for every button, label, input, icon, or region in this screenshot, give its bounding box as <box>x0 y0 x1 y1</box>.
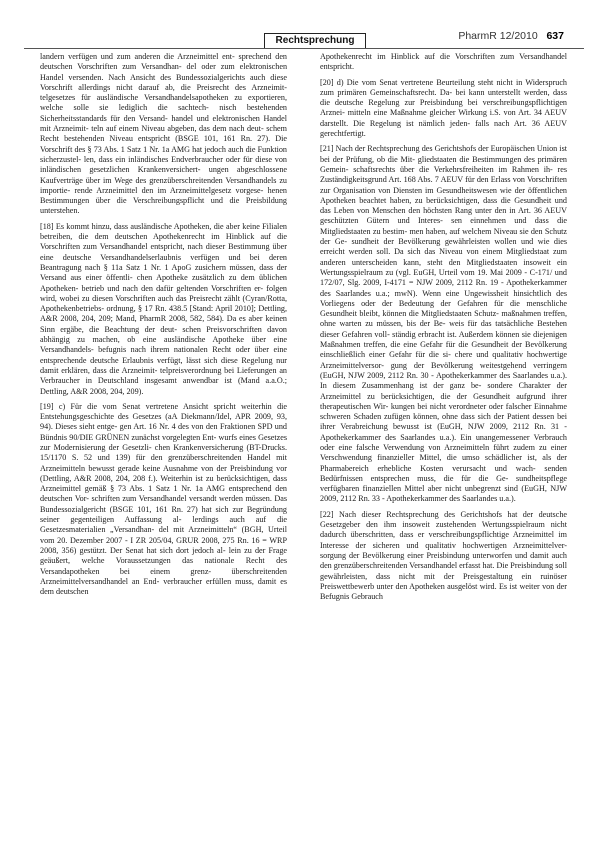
paragraph: landern verfügen und zum anderen die Arzneimittel ent- sprechend den deutschen Vorschriften zum Versandhan- del oder zum elektronischen Handel versenden. Nach Ansicht des Bundessozialgerichts auch diese Vorschrift allerdings nicht darauf ab, die Preisrecht des Arzneimit- telgesetzes für ausländische Versandhandelsapotheken zu exportieren, welche solle sie lediglich die sachtech- nisch bestehenden Sicherheitsstandards für den Versand- handel und elektronischen Handel mit Arzneimit- teln auf einem Niveau abgeben, das dem nach deut- schem Recht bestehenden Niveau entspricht (BSGE 101, 161 Rn. 27). Die Vorschrift des § 73 Abs. 1 Satz 1 Nr. 1a AMG hat jedoch auch die Funktion sicherzustel- len, dass ein inländisches Endverbraucher oder für diese von inländischen gesetzlichen Krankenversichert- ungen abgeschlossene Kaufverträge über im Wege des grenzüberschreitenden Versandhandels zu importie- rende Arzneimittel den im Arzneimittelgesetz vorgese- henen Bestimmungen über die Verschreibungspflicht und die Preisbildung unterstehen. <box>40 52 287 216</box>
right-column <box>320 52 567 832</box>
header-rule <box>24 48 584 49</box>
paragraph: [20] d) Die vom Senat vertretene Beurteilung steht nicht in Widerspruch zum primären Gemeinschaftsrecht. Da- bei kann unterstellt werden, dass die deutsche Regelung zur Preisbindung bei verschreibungspflichtigen Arznei- mitteln eine Maßnahme gleicher Wirkung i.S. von Art. 34 AEUV darstellt. Die Regelung ist nämlich jeden- falls nach Art. 36 AEUV gerechtfertigt. <box>320 77 567 139</box>
section-rubric: Rechtsprechung <box>264 33 366 49</box>
paragraph: [19] c) Für die vom Senat vertretene Ansicht spricht weiterhin die Entstehungsgeschichte des Gesetzes (aA Diekmann/Idel, APR 2009, 93, 94). Dieses sieht entge- gen Art. 16 Nr. 4 des von den Fraktionen SPD und Bündnis 90/DIE GRÜNEN zunächst vorgelegten Ent- wurfs eines Gesetzes zur Modernisierung der Gesetzli- chen Krankenversicherung (BT-Drucks. 15/1170 S. 52 und 139) für den grenzüberschreitenden Handel mit Arzneimitteln bewusst gerade keine Ausnahme von der Preisbindung vor (Dettling, A&R 2008, 204, 208 f.). Weiterhin ist zu berücksichtigen, dass Arzneimittel gemäß § 73 Abs. 1 Satz 1 Nr. 1a AMG entsprechend den deutschen Vor- schriften zum Versandhandel versandt werden müssen. Das Bundessozialgericht (BSGE 101, 161 Rn. 27) hat sich zur Begründung seiner gegenteiligen Auffassung al- lerdings auch auf die Gesetzesmaterialien „Versandhan- del mit Arzneimitteln“ (BGH, Urteil vom 20. Dezember 2007 - I ZR 205/04, GRUR 2008, 275 Rn. 16 = WRP 2008, 356) gestützt. Der Senat hat sich dort jedoch al- lein zu der Frage geäußert, welche Voraussetzungen das nationale Recht des Versandapotheken bei einem grenz- überschreitenden Arzneimittelversandhandel an End- verbraucher erfüllen muss, damit es dem deutschen <box>40 401 287 597</box>
journal-reference <box>458 30 564 42</box>
body-columns <box>40 52 567 832</box>
paragraph: [22] Nach dieser Rechtsprechung des Gerichtshofs hat der deutsche Gesetzgeber den ihm insoweit zustehenden Wertungsspielraum nicht dadurch überschritten, dass er verschreibungspflichtige Arzneimittel im Interesse der sicheren und qualitativ hochwertigen Arzneimittelver- sorgung der Bevölkerung einer Preisbindung unterworfen und damit auch den grenzüberschreitenden Versandhandel erfasst hat. Die Preisbindung soll gewährleisten, dass nicht mit der Preisgestaltung ein ruinöser Preiswettbewerb unter den Apotheken ausgelöst wird. Es ist weiter von der Befugnis Gebrauch <box>320 509 567 602</box>
paragraph: [18] Es kommt hinzu, dass ausländische Apotheken, die aber keine Filialen betreiben, die dem deutschen Apothekenrecht im Hinblick auf die Vorschriften zum Versandhandel entspricht, nach dieser Bestimmung über eine deutsche Versandhandelserlaubnis verfügen und bei deren Beantragung nach § 11a Satz 1 Nr. 1 ApoG zusichern müssen, dass der Versand aus einer öffentli- chen Apotheke zusätzlich zu dem üblichen Apotheken- betrieb und nach den dafür geltenden Vorschriften er- folgen wird, wobei zu diesen Vorschriften auch das Preisrecht zählt (Cyran/Rotta, Apothekenbetriebs- ordnung, § 17 Rn. 438.5 [Stand: April 2010]; Dettling, A&R 2008, 204, 209; Mand, PharmR 2008, 582, 584). Da es aber keinen Sinn ergäbe, die Beachtung der deut- schen Preisvorschriften davon abhängig zu machen, ob eine ausländische Apotheke über eine Versandhandels- befugnis nach ihrem nationalen Recht oder über eine entsprechende deutsche Erlaubnis verfügt, lässt sich diese Regelung nur damit erklären, dass die Arzneimit- telpreisverordnung bei Lieferungen an Verbraucher in Deutschland insgesamt anwendbar ist (Mand a.a.O.; Dettling, A&R 2008, 204, 209). <box>40 221 287 396</box>
page-header <box>24 24 584 48</box>
journal-issue: PharmR 12/2010 <box>458 30 538 42</box>
page-number: 637 <box>546 30 564 42</box>
left-column <box>40 52 287 832</box>
paragraph: [21] Nach der Rechtsprechung des Gerichtshofs der Europäischen Union ist bei der Prüfung, ob die Mit- gliedstaaten die Bestimmungen des primären Gemein- schaftsrechts über die Verkehrsfreiheiten im Rahmen ih- res Zuständigkeitsgrund Art. 168 Abs. 7 AEUV für den Erlass von Vorschriften zur Organisation von Diensten im Gesundheitswesen wie der öffentlichen Apotheken beachtet haben, zu berücksichtigen, dass die Gesundheit und das Leben von Menschen den höchsten Rang unter den in Art. 36 AEUV geschützten Gütern und Interes- sen einnehmen und dass die Mitgliedstaaten zu bestim- men haben, auf welchem Niveau sie den Schutz der Ge- sundheit der Bevölkerung gewährleisten wollen und wie dies erreicht werden soll. Da sich das Niveau von einem Mitgliedstaat zum anderen unterscheiden kann, steht den Mitgliedstaaten insoweit ein Wertungsspielraum zu (vgl. EuGH, Urteil vom 19. Mai 2009 - C-171/ und 172/07, Slg. 2009, I-4171 = NJW 2009, 2112 Rn. 19 - Apothekerkammer des Saarlandes u.a.; mwN). Wenn eine Ungewissheit hinsichtlich des Vorliegens oder der Bedeutung der Gefahren für die menschliche Gesundheit bleibt, können die Mitgliedstaaten Schutz- maßnahmen treffen, ohne warten zu müssen, bis der Be- weis für das tatsächliche Bestehen dieser Gefahren voll- ständig erbracht ist. Außerdem können sie diejenigen Maßnahmen treffen, die eine Gefahr für die Gesundheit der Bevölkerung einschließlich einer Gefahr für die si- chere und qualitativ hochwertige Arzneimittelversor- gung der Bevölkerung weitestgehend verringern (EuGH, NJW 2009, 2112 Rn. 30 - Apothekerkammer des Saarlandes u.a.). In diesem Zusammenhang ist der ganz be- sondere Charakter der Arzneimittel zu berücksichtigen, die der Gesundheit aufgrund ihrer therapeutischen Wir- kungen bei nicht verordneter oder falscher Einnahme schweren Schaden zufügen können, ohne dass sich der Patient dessen bei ihrer Verabreichung bewusst ist (EuGH, NJW 2009, 2112 Rn. 31 - Apothekerkammer des Saarlandes u.a.). Ein unangemessener Verbrauch oder eine falsche Verwendung von Arzneimitteln führt zudem zu einer Verschwendung finanzieller Mittel, die umso schädlicher ist, als der Pharmabereich erhebliche Kosten verursacht und wach- senden Bedürfnissen entsprechen muss, die für die Ge- sundheitspflege verfügbaren finanziellen Mittel aber nicht unbegrenzt sind (EuGH, NJW 2009, 2112 Rn. 33 - Apothekerkammer des Saarlandes u.a.). <box>320 144 567 504</box>
paragraph: Apothekenrecht im Hinblick auf die Vorschriften zum Versandhandel entspricht. <box>320 52 567 72</box>
